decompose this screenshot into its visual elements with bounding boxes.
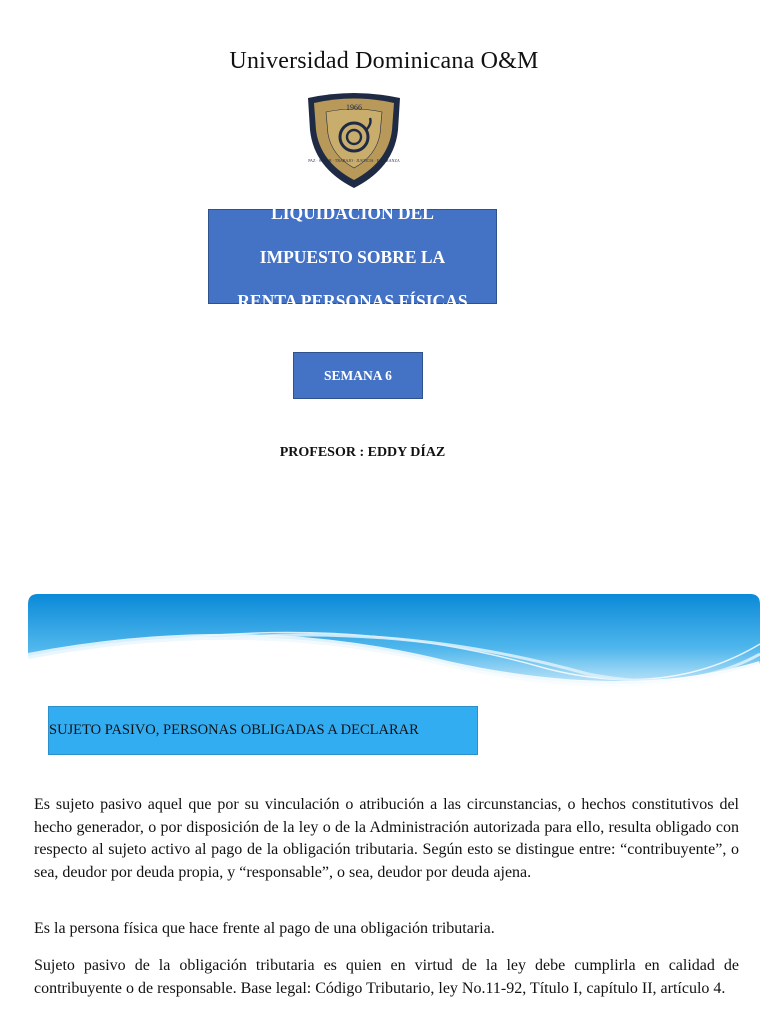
decorative-wave-banner bbox=[28, 594, 760, 714]
university-shield-logo bbox=[300, 90, 408, 190]
paragraph-legal-basis: Sujeto pasivo de la obligación tributaria es quien en virtud de la ley debe cumplirla en calidad de contribuyente o de responsable. Base legal: Código Tributario, ley No.11-92, Título I, capítulo II, artículo 4. bbox=[34, 957, 739, 997]
title-line-2: IMPUESTO SOBRE LA bbox=[259, 246, 446, 267]
university-name: Universidad Dominicana O&M bbox=[229, 48, 539, 74]
title-line-1: LIQUIDACIÓN DEL bbox=[271, 202, 434, 223]
logo-ring-text: PAZ · SABER · TRABAJO · JUSTICIA · ESPERANZA bbox=[308, 158, 400, 163]
presentation-title bbox=[208, 202, 497, 311]
logo-year: 1966 bbox=[346, 103, 362, 112]
week-label: SEMANA 6 bbox=[293, 352, 423, 399]
professor-name: PROFESOR : EDDY DÍAZ bbox=[279, 445, 446, 460]
paragraph-physical-person: Es la persona física que hace frente al pago de una obligación tributaria. bbox=[34, 920, 495, 937]
title-line-3: RENTA PERSONAS FÍSICAS bbox=[237, 290, 468, 311]
paragraph-definition: Es sujeto pasivo aquel que por su vinculación o atribución a las circunstancias, o hechos constitutivos del hecho generador, o por disposición de la ley o de la Administración autorizada para ello, resulta obligado con respecto al sujeto activo al pago de la obligación tributaria. Según esto se distingue entre: “contribuyente”, o sea, deudor por deuda propia, y “responsable”, o sea, deudor por deuda ajena. bbox=[34, 796, 739, 881]
section-heading: SUJETO PASIVO, PERSONAS OBLIGADAS A DECLARAR bbox=[48, 706, 478, 755]
